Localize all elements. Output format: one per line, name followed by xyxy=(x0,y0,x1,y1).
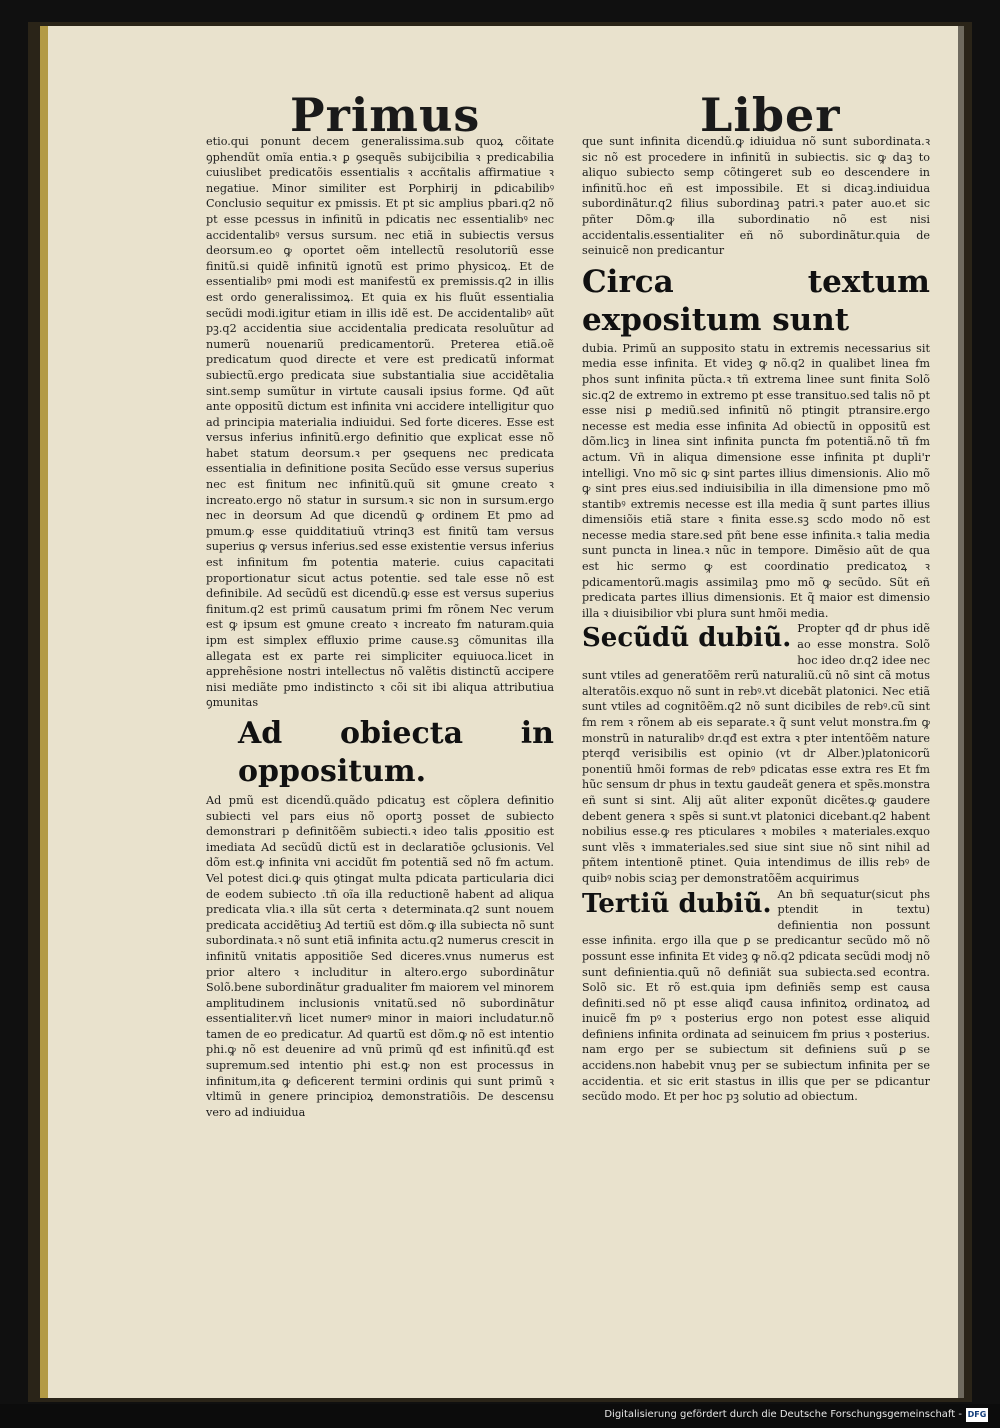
section-heading-tertium-dubium: Tertiũ dubiũ. xyxy=(582,888,772,919)
running-head-left: Primus xyxy=(290,88,481,142)
dfg-logo-icon: DFG xyxy=(966,1408,988,1422)
page-edge-shadow xyxy=(958,26,964,1398)
left-text-column xyxy=(206,134,554,1120)
digitization-footer xyxy=(0,1404,1000,1428)
left-paragraph-2: Ad pmũ est dicendũ.quãdo pdicatuꝫ est cõplera definitio subiecti vel pars eius nõ oportꝫ posset de subiecto demonstrari p definitõẽm subiecti.ꝛ ideo talis ꝓpositio est imediata Ad secũdũ dictũ est in declaratiõe ꝯclusionis. Vel dõm est.ꝙ infinita vni accidũt fm potentiã sed nõ fm actum. Vel potest dici.ꝙ quis ꝯtingat multa pdicata particularia dici de eodem subiecto .tñ oĩa illa reductionẽ habent ad aliqua predicata vlia.ꝛ illa sũt certa ꝛ determinata.q2 sunt nouem predicata accidẽtiuꝫ Ad tertiũ est dõm.ꝙ illa subiecta nõ sunt subordinata.ꝛ nõ sunt etiã infinita actu.q2 numerus crescit in infinitũ vnitatis appositiõe Sed diceres.vnus numerus est prior altero ꝛ includitur in altero.ergo subordinãtur Solõ.bene subordinãtur gradualiter fm maiorem vel minorem amplitudinem inclusionis vnitatũ.sed nõ subordinãtur essentialiter.vñ licet numerꝰ minor in maiori includatur.nõ tamen de eo predicatur. Ad quartũ est dõm.ꝙ nõ est intentio phi.ꝙ nõ est deuenire ad vnũ primũ qđ est infinitũ.qđ est supremum.sed intentio phi est.ꝙ non est processus in infinitum,ita ꝙ deficerent termini ordinis qui sunt primũ ꝛ vltimũ in genere principioꝝ demonstratiõis. De descensu vero ad indiuidua xyxy=(206,793,554,1119)
running-head-right: Liber xyxy=(700,88,841,142)
section-heading-secundum-dubium: Secũdũ dubiũ. xyxy=(582,623,792,654)
left-paragraph-1: etio.qui ponunt decem generalissima.sub quoꝝ cõitate ꝯphendũt omĩa entia.ꝛ ꝑ ꝯsequẽs subijcibilia ꝛ predicabilia cuiuslibet predicatõis essentialis ꝛ accñtalis affirmatiue ꝛ negatiue. Minor similiter est Porphirij in ꝑdicabilibꝰ Conclusio sequitur ex pmissis. Et pt sic amplius pbari.q2 nõ pt esse pcessus in infinitũ in pdicatis nec essentialibꝰ nec accidentalibꝰ versus sursum. nec etiã in subiectis versus deorsum.eo ꝙ oportet oẽm intellectũ resolutoriũ esse finitũ.si quidẽ infinitũ ignotũ est primo physicoꝝ. Et de essentialibꝰ pmi modi est manifestũ ex premissis.q2 in illis est ordo generalissimoꝝ. Et quia ex his fluũt essentialia secũdi modi.igitur etiam in illis idẽ est. De accidentalibꝰ aũt pꝫ.q2 accidentia siue accidentalia predicata resoluũtur ad numerũ nouenariũ predicamentorũ. Preterea etiã.oẽ predicatum quod directe et vere est predicatũ informat subiectũ.ergo predicata siue substantialia siue accidẽtalia sint.semp sumũtur in virtute causali ipsius forme. Qđ aũt ante oppositũ dictum est infinita vni accidere intelligitur quo ad principia materialia indiuidui. Sed forte diceres. Esse est versus inferius infinitũ.ergo definitio que explicat esse nõ habet statum deorsum.ꝛ per ꝯsequens nec predicata essentialia in definitione posita Secũdo esse versus superius nec est finitum nec infinitũ.quũ sit ꝯmune creato ꝛ increato.ergo nõ statur in sursum.ꝛ sic non in sursum.ergo nec in deorsum Ad que dicendũ ꝙ ordinem Et pmo ad pmum.ꝙ esse quidditatiuũ vtrinq3 est finitũ tam versus superius ꝙ versus inferius.sed esse existentie versus inferius est infinitum fm potentia materie. cuius capacitati proportionatur sicut actus potentie. sed tale esse nõ est definibile. Ad secũdũ est dicendũ.ꝙ esse est versus superius finitum.q2 est primũ causatum primi fm rõnem Nec verum est ꝙ ipsum est ꝯmune creato ꝛ increato fm naturam.quia ipm est simplex effluxio prime cause.sꝫ cõmunitas illa allegata est ex parte rei simpliciter equiuoca.licet in apprehẽsione nostri intellectus nõ valẽtis distinctũ accipere nisi mediãte pmo indistincto ꝛ cõi sit ibi aliqua attributiua ꝯmunitas xyxy=(206,135,554,710)
section-heading-circa-textum: Circa textum expositum sunt xyxy=(582,263,930,338)
right-paragraph-3: Propter qđ dr phus idẽ ao esse monstra. Solõ hoc ideo dr.q2 idee nec sunt vtiles ad generatõẽm rerũ naturaliũ.cũ nõ sint cã motus alteratõis.exquo nõ sunt in rebꝰ.vt dicebãt platonici. Nec etiã sunt vtiles ad cognitõẽm.q2 nõ sunt dicibiles de rebꝰ.cũ sint fm rem ꝛ rõnem ab eis separate.ꝛ q̃ sunt velut monstra.fm ꝙ monstrũ in naturalibꝰ dr.qđ est extra ꝛ pter intentõẽm nature pterqđ verisibilis est opinio (vt dr Alber.)platonicorũ ponentiũ hmõi formas de rebꝰ pdicatas esse extra res Et fm hũc sensum dr phus in textu gaudeãt genera et spẽs.monstra eñ sunt si sint. Alij aũt aliter exponũt dicẽtes.ꝙ gaudere debent genera ꝛ spẽs si sunt.vt platonici dicebant.q2 habent nobilius esse.ꝙ res pticulares ꝛ mobiles ꝛ materiales.exquo sunt vlẽs ꝛ immateriales.sed siue sint siue nõ sint nihil ad pñtem intentionẽ ptinet. Quia intendimus de illis rebꝰ de quibꝰ nobis sciaꝫ per demonstratõẽm acquirimus xyxy=(582,622,930,885)
right-paragraph-2: dubia. Primũ an supposito statu in extremis necessarius sit media esse infinita. Et videꝫ ꝙ nõ.q2 in qualibet linea fm phos sunt infinita pũcta.ꝛ tñ extrema linee sunt finita Solõ sic.q2 de extremo in extremo pt esse transituo.sed talis nõ pt esse nisi ꝑ mediũ.sed infinitũ nõ ptingit ptransire.ergo necesse est media esse infinita Ad obiectũ in oppositũ est dõm.licꝫ in linea sint infinita puncta fm potentiã.nõ tñ fm actum. Vñ in aliqua dimensione esse infinita pt dupli'r intelligi. Vno mõ sic ꝙ sint partes illius dimensionis. Alio mõ ꝙ sint pres eius.sed indiuisibilia in illa dimensione pmo mõ stantibꝰ extremis necesse est illa media q̃ sunt partes illius dimensiõis etiã stare ꝛ finita esse.sꝫ scdo modo nõ est necesse media stare.sed pñt bene esse infinita.ꝛ talia media sunt puncta in linea.ꝛ nũc in tempore. Dimẽsio aũt de qua est hic sermo ꝙ est coordinatio predicatoꝝ ꝛ pdicamentorũ.magis assimilaꝫ pmo mõ ꝙ secũdo. Sũt eñ predicata partes illius dimensionis. Et q̃ maior est dimensio illa ꝛ diuisibilior vbi plura sunt hmõi media. xyxy=(582,341,930,620)
right-paragraph-1: que sunt infinita dicendũ.ꝙ idiuidua nõ sunt subordinata.ꝛ sic nõ est procedere in infinitũ in subiectis. sic ꝙ daꝫ to aliquo subiecto semp cõtingeret sub eo descendere in infinitũ.hoc eñ est impossibile. Et si dicaꝫ.indiuidua subordinãtur.q2 filius subordinaꝫ patri.ꝛ pater auo.et sic pñter Dõm.ꝙ illa subordinatio nõ est nisi accidentalis.essentialiter eñ nõ subordinãtur.quia de seinuicẽ non predicantur xyxy=(582,135,930,258)
binding-gutter xyxy=(40,26,48,1398)
secundum-dubium-block xyxy=(582,621,930,886)
section-heading-ad-obiecta: Ad obiecta in oppositum. xyxy=(238,715,554,789)
right-text-column xyxy=(582,134,930,1105)
footer-credit-text: Digitalisierung gefördert durch die Deutsche Forschungsgemeinschaft - xyxy=(604,1409,962,1420)
tertium-dubium-block xyxy=(582,887,930,1105)
right-paragraph-4: An bñ sequatur(sicut phs ptendit in textu) definientia non possunt esse infinita. ergo illa que ꝑ se predicantur secũdo mõ nõ possunt esse infinita Et videꝫ ꝙ nõ.q2 pdicata secũdi modj nõ sunt definientia.quũ nõ definiãt sua subiecta.sed econtra. Solõ sic. Et rõ est.quia ipm definiẽs semp est causa definiti.sed nõ pt esse aliqđ causa infinitoꝝ ordinatoꝝ ad inuicẽ fm pꝰ ꝛ posterius ergo non potest esse aliquid definiens infinita ordinata ad seinuicem fm prius ꝛ posterius. nam ergo per se subiectum sit definiens suũ ꝑ se accidens.non habebit vnuꝫ per se subiectum infinita per se accidentia. et sic erit stastus in illis que per se pdicantur secũdo modo. Et per hoc pꝫ solutio ad obiectum. xyxy=(582,887,930,1104)
